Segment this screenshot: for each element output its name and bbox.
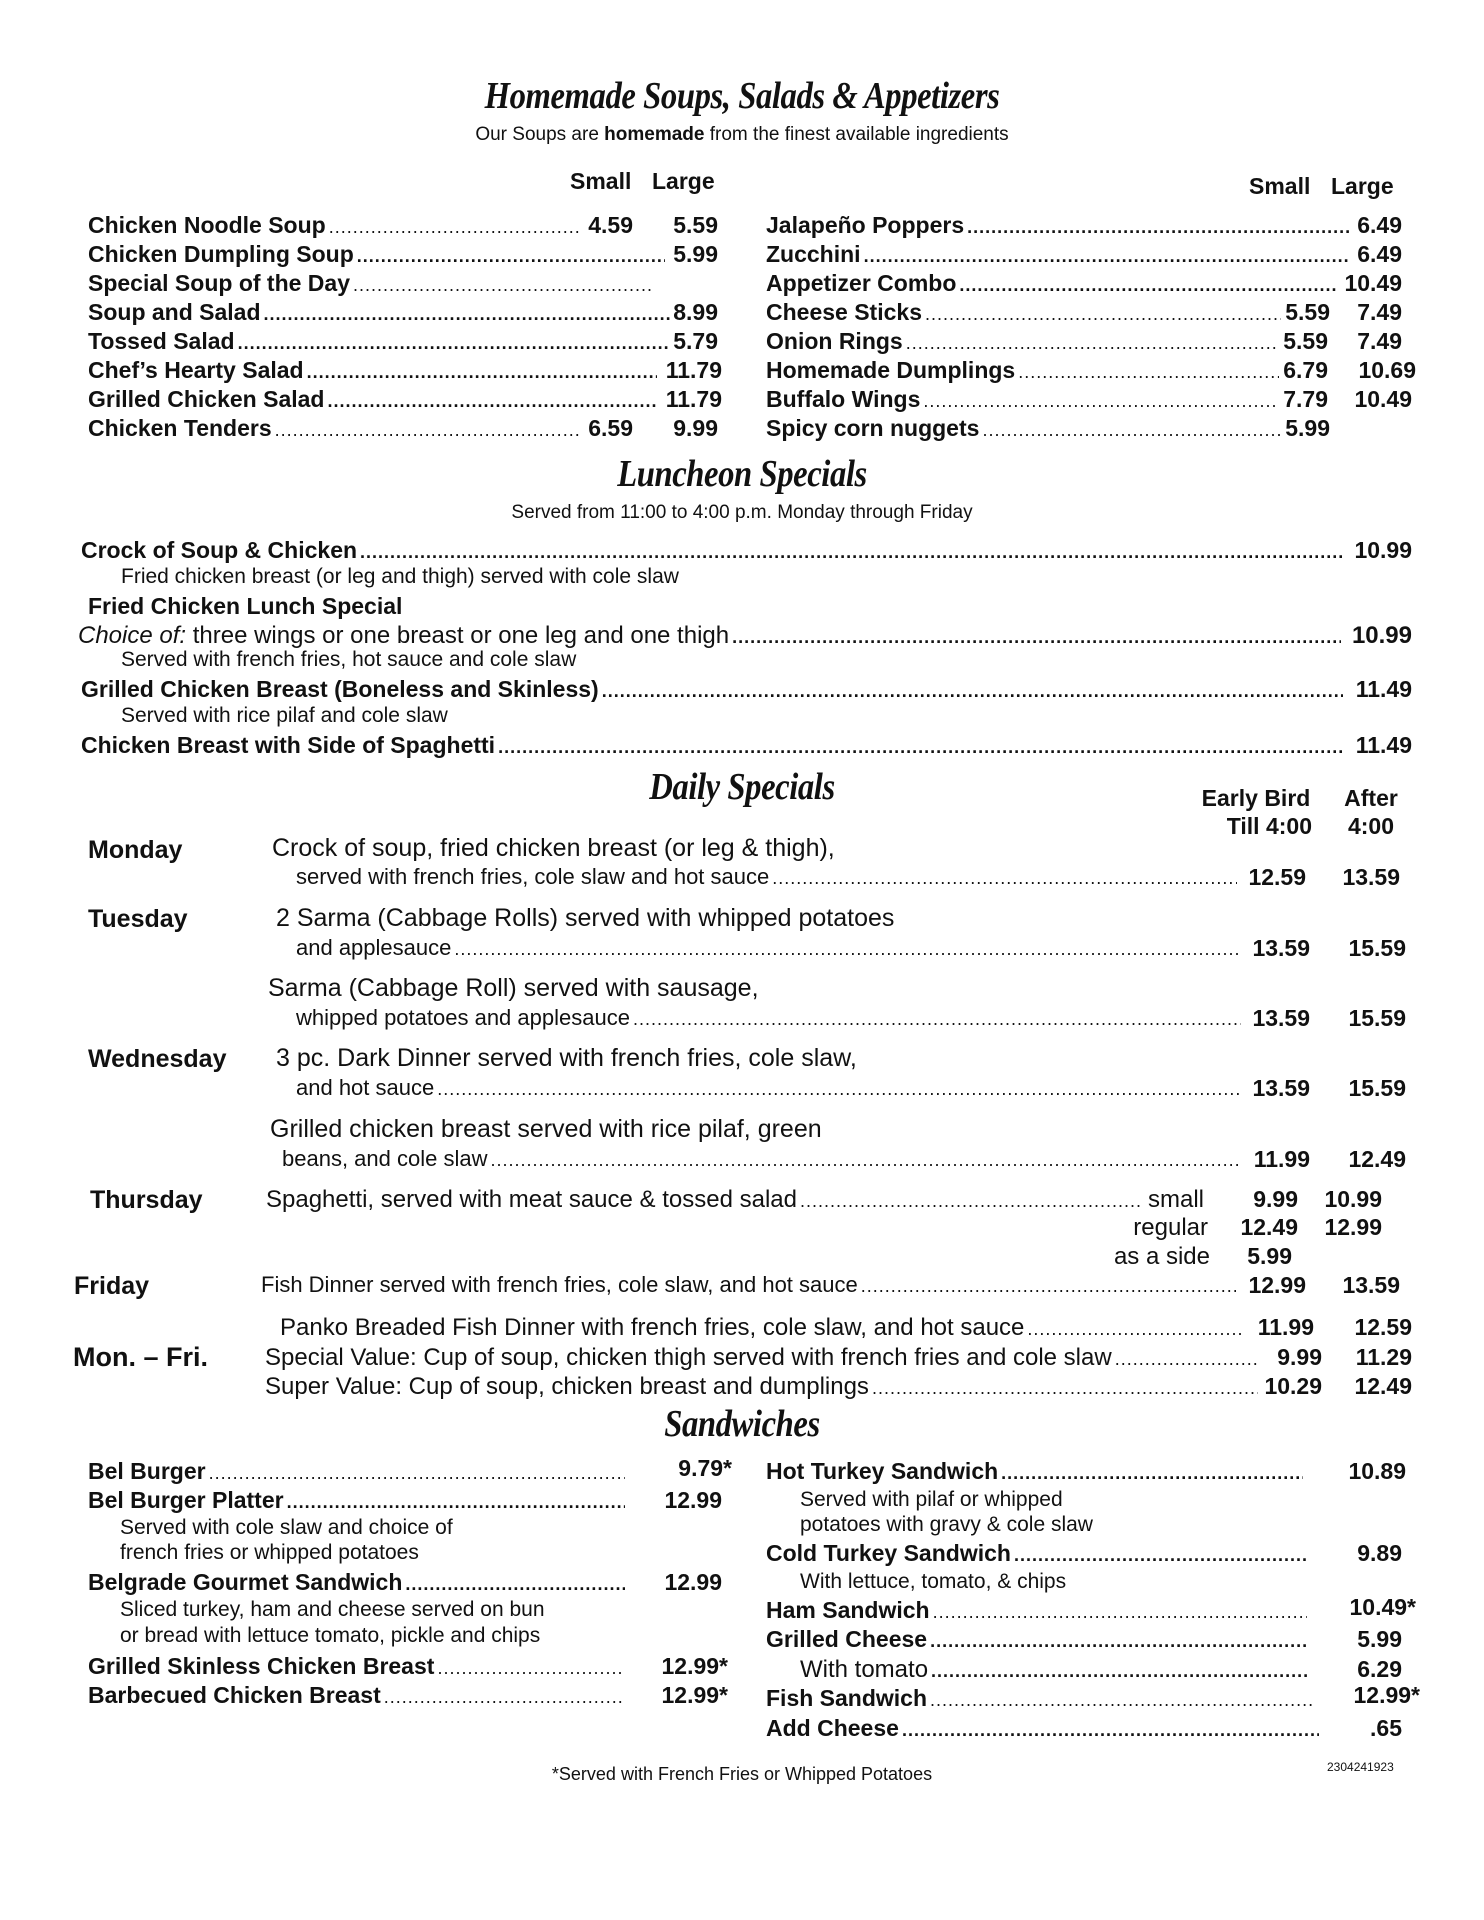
price: 6.29 [1357, 1656, 1402, 1682]
leader-dots [933, 1597, 1307, 1624]
price-large: 7.49 [1357, 299, 1402, 325]
price-early: 12.99 [1248, 1272, 1306, 1298]
choice-text: three wings or one breast or one leg and one thigh [186, 622, 730, 649]
price-early: 13.59 [1252, 1075, 1310, 1101]
menu-item [88, 1653, 628, 1680]
price: 12.99 [664, 1569, 722, 1595]
item-name: Appetizer Combo [766, 270, 957, 296]
price-large: 10.69 [1358, 357, 1416, 383]
item-name: Grilled Cheese [766, 1626, 928, 1652]
leader-dots [307, 357, 657, 384]
day-label: Mon. – Fri. [73, 1342, 208, 1372]
price-after: 13.59 [1342, 864, 1400, 890]
item-name: Grilled Chicken Salad [88, 386, 325, 412]
item-desc: Served with french fries, hot sauce and cole slaw [121, 648, 577, 671]
menu-item [766, 328, 1282, 355]
menu-item [766, 1715, 1322, 1742]
price-after: 15.59 [1348, 1075, 1406, 1101]
leader-dots [437, 1653, 625, 1680]
price: 12.99 [664, 1487, 722, 1513]
luncheon-title: Luncheon Specials [617, 453, 867, 495]
leader-dots [931, 1656, 1307, 1684]
special-line [296, 935, 1244, 961]
price-small: 6.79 [1283, 357, 1328, 383]
price-large: 8.99 [673, 299, 718, 325]
special-desc: Special Value: Cup of soup, chicken thigh served with french fries and cole slaw [265, 1344, 1112, 1371]
col-large-right: Large [1331, 173, 1394, 199]
price: 10.89 [1348, 1458, 1406, 1484]
price-early: 12.49 [1240, 1214, 1298, 1240]
col-small-left: Small [570, 168, 632, 194]
leader-dots [275, 415, 580, 442]
special-desc: Super Value: Cup of soup, chicken breast and dumplings [265, 1373, 869, 1400]
soups-title: Homemade Soups, Salads & Appetizers [484, 75, 1000, 117]
item-name: Spicy corn nuggets [766, 415, 980, 441]
item-name: Zucchini [766, 241, 861, 267]
leader-dots [732, 622, 1341, 650]
item-desc: french fries or whipped potatoes [120, 1541, 419, 1564]
item-name: Fried Chicken Lunch Special [88, 593, 403, 619]
leader-dots [872, 1373, 1258, 1401]
special-line [282, 1146, 1244, 1172]
day-label: Tuesday [88, 905, 188, 933]
leader-dots [959, 270, 1337, 297]
leader-dots [353, 270, 653, 297]
item-name: Grilled Chicken Breast (Boneless and Skinless) [81, 676, 599, 702]
special-desc: whipped potatoes and applesauce [296, 1005, 630, 1030]
price-small: 7.79 [1283, 386, 1328, 412]
menu-item [766, 386, 1282, 413]
item-name: Fish Sandwich [766, 1685, 928, 1711]
item-name: Tossed Salad [88, 328, 235, 354]
menu-item [88, 270, 656, 297]
price: 5.99 [1357, 1626, 1402, 1652]
day-label: Monday [88, 836, 183, 864]
price-small: 5.59 [1283, 328, 1328, 354]
price-early: 5.99 [1247, 1243, 1292, 1269]
item-desc: Served with cole slaw and choice of [120, 1516, 453, 1539]
menu-item [766, 1685, 1316, 1712]
item-name: Bel Burger Platter [88, 1487, 284, 1513]
special-desc: Grilled chicken breast served with rice pilaf, green [270, 1115, 822, 1143]
leader-dots [264, 299, 670, 326]
menu-item [88, 299, 673, 326]
size-label: small [1147, 1186, 1204, 1213]
item-name: Onion Rings [766, 328, 903, 354]
price-early: 13.59 [1252, 1005, 1310, 1031]
item-name: Chicken Breast with Side of Spaghetti [81, 732, 496, 758]
item-name: Belgrade Gourmet Sandwich [88, 1569, 403, 1595]
special-desc: and applesauce [296, 935, 452, 960]
special-desc: Panko Breaded Fish Dinner with french fries, cole slaw, and hot sauce [280, 1314, 1025, 1341]
luncheon-subtitle: Served from 11:00 to 4:00 p.m. Monday through Friday [511, 502, 973, 523]
menu-item [88, 1569, 628, 1596]
price-small: 5.99 [1285, 415, 1330, 441]
leader-dots [437, 1075, 1241, 1101]
special-line [296, 1075, 1244, 1101]
special-line [261, 1272, 1239, 1298]
price: 12.99* [1353, 1682, 1420, 1708]
item-desc: Fried chicken breast (or leg and thigh) served with cole slaw [121, 565, 679, 588]
special-desc: Sarma (Cabbage Roll) served with sausage, [268, 974, 759, 1002]
item-name: Grilled Skinless Chicken Breast [88, 1653, 435, 1679]
leader-dots [772, 864, 1237, 890]
item-desc: Sliced turkey, ham and cheese served on bun [120, 1598, 545, 1621]
menu-item [88, 1487, 628, 1514]
menu-item [88, 1682, 628, 1709]
leader-dots [930, 1626, 1307, 1653]
price-early: 9.99 [1253, 1186, 1298, 1212]
item-name: Buffalo Wings [766, 386, 921, 412]
price-early: 11.99 [1257, 1314, 1314, 1340]
leader-dots [906, 328, 1279, 355]
leader-dots [238, 328, 670, 355]
leader-dots [982, 415, 1281, 442]
item-name: Chicken Dumpling Soup [88, 241, 354, 267]
special-line [296, 1005, 1244, 1031]
leader-dots [1014, 1540, 1307, 1567]
col-small-right: Small [1249, 173, 1311, 199]
menu-item [88, 1458, 628, 1485]
price-large: 9.99 [673, 415, 718, 441]
leader-dots [384, 1682, 625, 1709]
special-desc: 3 pc. Dark Dinner served with french fries, cole slaw, [276, 1044, 857, 1072]
price-large: 11.79 [665, 386, 722, 412]
special-line [265, 1373, 1261, 1401]
item-name: Chicken Noodle Soup [88, 212, 326, 238]
leader-dots [329, 212, 580, 239]
menu-item [88, 415, 583, 442]
price-large: 7.49 [1357, 328, 1402, 354]
subtitle-bold: homemade [604, 124, 705, 145]
menu-item [766, 1540, 1310, 1567]
leader-dots [490, 1146, 1241, 1172]
item-name: Homemade Dumplings [766, 357, 1016, 383]
price-large: 11.79 [665, 357, 722, 383]
price: 10.49* [1349, 1594, 1416, 1620]
menu-item [81, 537, 1346, 564]
menu-item [766, 299, 1284, 326]
price-early: 10.29 [1264, 1373, 1322, 1399]
item-name: Jalapeño Poppers [766, 212, 965, 238]
price-large: 5.79 [673, 328, 718, 354]
size-label: regular [1133, 1214, 1208, 1241]
price-early: 11.99 [1253, 1146, 1310, 1172]
leader-dots [602, 676, 1343, 703]
menu-item [88, 212, 583, 239]
price-after: 10.99 [1324, 1186, 1382, 1212]
price-early: 12.59 [1248, 864, 1306, 890]
price: .65 [1370, 1715, 1402, 1741]
price-large: 5.59 [673, 212, 718, 238]
menu-item [766, 270, 1340, 297]
special-line [266, 1186, 1146, 1214]
price: 10.99 [1351, 622, 1412, 649]
menu-item [88, 593, 402, 620]
special-desc: and hot sauce [296, 1075, 435, 1100]
item-name: Cold Turkey Sandwich [766, 1540, 1011, 1566]
special-line [296, 864, 1240, 890]
price-early: 9.99 [1277, 1344, 1322, 1370]
price: 11.49 [1355, 676, 1412, 702]
special-desc: beans, and cole slaw [282, 1146, 488, 1171]
subtitle-text: from the finest available ingredients [704, 124, 1009, 145]
leader-dots [1001, 1458, 1303, 1485]
price-large: 10.49 [1354, 386, 1412, 412]
item-name: With tomato [800, 1656, 929, 1683]
leader-dots [861, 1272, 1236, 1298]
special-desc: 2 Sarma (Cabbage Rolls) served with whipped potatoes [276, 904, 895, 932]
special-line [265, 1344, 1261, 1372]
day-label: Friday [74, 1272, 150, 1300]
leader-dots [925, 299, 1281, 326]
day-label: Thursday [90, 1186, 203, 1214]
leader-dots [287, 1487, 625, 1514]
leader-dots [405, 1569, 625, 1596]
choice-line [78, 622, 1344, 650]
item-name: Ham Sandwich [766, 1597, 930, 1623]
leader-dots [1018, 357, 1279, 384]
item-desc: With lettuce, tomato, & chips [800, 1570, 1067, 1593]
price: 12.99* [661, 1682, 728, 1708]
price-after: 15.59 [1348, 1005, 1406, 1031]
item-name: Add Cheese [766, 1715, 899, 1741]
special-line [280, 1314, 1246, 1342]
menu-item [766, 212, 1352, 239]
leader-dots [360, 537, 1343, 564]
menu-item [766, 1597, 1310, 1624]
subtitle-text: Our Soups are [475, 124, 605, 145]
leader-dots [800, 1186, 1143, 1214]
price-large: 5.99 [673, 241, 718, 267]
price: 9.79* [678, 1455, 732, 1481]
price-after: 12.99 [1324, 1214, 1382, 1240]
item-desc: potatoes with gravy & cole slaw [800, 1513, 1093, 1536]
special-desc: Fish Dinner served with french fries, cole slaw, and hot sauce [261, 1272, 858, 1297]
price: 11.49 [1355, 732, 1412, 758]
leader-dots [864, 241, 1349, 268]
special-desc: Crock of soup, fried chicken breast (or leg & thigh), [272, 834, 835, 862]
menu-item [81, 732, 1346, 759]
col-after-time: 4:00 [1347, 813, 1395, 839]
leader-dots [902, 1715, 1319, 1742]
menu-item [766, 1458, 1306, 1485]
price-small: 5.59 [1285, 299, 1330, 325]
item-name: Chef’s Hearty Salad [88, 357, 304, 383]
footnote: *Served with French Fries or Whipped Potatoes [551, 1764, 933, 1784]
leader-dots [357, 241, 665, 268]
menu-item [88, 241, 668, 268]
menu-item [766, 241, 1352, 268]
size-label: as a side [1113, 1243, 1210, 1270]
item-name: Cheese Sticks [766, 299, 922, 325]
daily-title: Daily Specials [649, 766, 835, 808]
leader-dots [633, 1005, 1241, 1031]
leader-dots [454, 935, 1241, 961]
print-code: 2304241923 [1327, 1760, 1394, 1774]
price-large: 6.49 [1357, 212, 1402, 238]
item-name: Hot Turkey Sandwich [766, 1458, 999, 1484]
col-early-bird-time: Till 4:00 [1226, 813, 1312, 839]
menu-item [88, 386, 660, 413]
menu-item [766, 415, 1284, 442]
item-name: Bel Burger [88, 1458, 206, 1484]
menu-item [766, 357, 1282, 384]
col-early-bird: Early Bird [1201, 785, 1311, 811]
leader-dots [967, 212, 1349, 239]
item-name: Crock of Soup & Chicken [81, 537, 358, 563]
choice-label: Choice of: [78, 622, 187, 649]
menu-item [88, 357, 660, 384]
item-name: Special Soup of the Day [88, 270, 350, 296]
item-desc: Served with pilaf or whipped [800, 1488, 1063, 1511]
col-large-left: Large [652, 168, 715, 194]
leader-dots [498, 732, 1343, 759]
day-label: Wednesday [88, 1045, 227, 1073]
leader-dots [923, 386, 1279, 413]
special-desc: Spaghetti, served with meat sauce & tossed salad [266, 1186, 797, 1213]
sandwiches-title: Sandwiches [664, 1403, 820, 1445]
col-after: After [1344, 785, 1398, 811]
price-large: 10.49 [1344, 270, 1402, 296]
leader-dots [327, 386, 657, 413]
special-desc: served with french fries, cole slaw and hot sauce [296, 864, 770, 889]
item-name: Soup and Salad [88, 299, 261, 325]
leader-dots [1027, 1314, 1243, 1342]
price: 9.89 [1357, 1540, 1402, 1566]
leader-dots [1115, 1344, 1258, 1372]
menu-item [88, 328, 673, 355]
price-early: 13.59 [1252, 935, 1310, 961]
price-after: 11.29 [1355, 1344, 1412, 1370]
menu-item [766, 1626, 1310, 1653]
price-large: 6.49 [1357, 241, 1402, 267]
item-desc: Served with rice pilaf and cole slaw [121, 704, 448, 727]
price: 10.99 [1354, 537, 1412, 563]
soups-subtitle [0, 124, 1484, 146]
price-small: 6.59 [588, 415, 633, 441]
item-name: Barbecued Chicken Breast [88, 1682, 381, 1708]
price-after: 13.59 [1342, 1272, 1400, 1298]
price-after: 12.59 [1354, 1314, 1412, 1340]
price: 12.99* [661, 1653, 728, 1679]
menu-item [81, 676, 1346, 703]
price-small: 4.59 [588, 212, 633, 238]
leader-dots [930, 1685, 1313, 1712]
menu-item [800, 1656, 1310, 1684]
item-name: Chicken Tenders [88, 415, 272, 441]
price-after: 12.49 [1354, 1373, 1412, 1399]
price-after: 15.59 [1348, 935, 1406, 961]
price-after: 12.49 [1348, 1146, 1406, 1172]
item-desc: or bread with lettuce tomato, pickle and chips [120, 1624, 541, 1647]
leader-dots [209, 1458, 625, 1485]
